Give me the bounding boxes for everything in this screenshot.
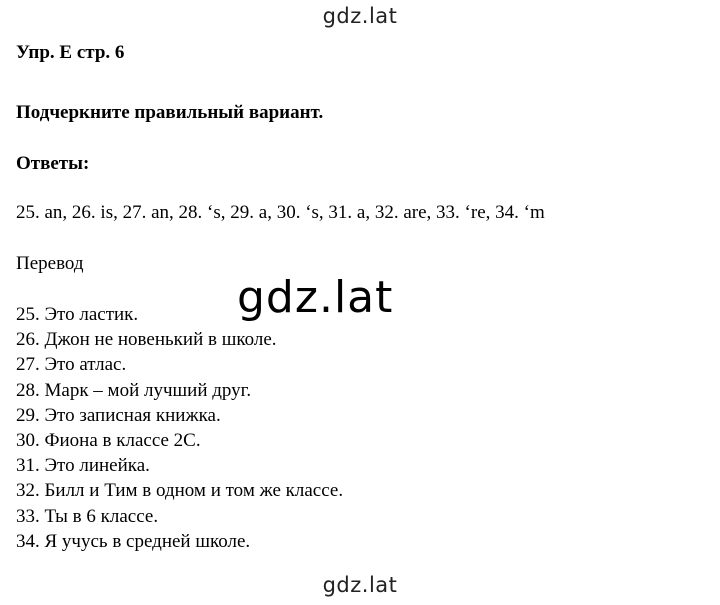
- exercise-title: Упр. E стр. 6: [16, 42, 125, 63]
- translation-item: 34. Я учусь в средней школе.: [16, 530, 251, 552]
- translation-item: 31. Это линейка.: [16, 455, 150, 477]
- watermark-bottom: gdz.lat: [322, 573, 398, 597]
- translation-item: 33. Ты в 6 классе.: [16, 505, 159, 527]
- translation-item: 26. Джон не новенький в школе.: [16, 329, 277, 351]
- answers-line: 25. an, 26. is, 27. an, 28. ‘s, 29. a, 30. ‘s, 31. a, 32. are, 33. ‘re, 34. ‘m: [16, 202, 545, 223]
- translation-item: 30. Фиона в классе 2С.: [16, 429, 201, 451]
- answers-heading: Ответы:: [16, 153, 90, 174]
- translation-item: 25. Это ластик.: [16, 304, 139, 325]
- watermark-middle: gdz.lat: [237, 272, 394, 323]
- translation-item: 32. Билл и Тим в одном и том же классе.: [16, 480, 344, 502]
- translation-heading: Перевод: [16, 253, 84, 274]
- translation-item: 27. Это атлас.: [16, 354, 127, 376]
- watermark-top: gdz.lat: [322, 4, 398, 28]
- translation-item: 28. Марк – мой лучший друг.: [16, 379, 252, 401]
- exercise-instruction: Подчеркните правильный вариант.: [16, 102, 324, 123]
- translation-list: [16, 302, 343, 554]
- translation-item: 29. Это записная книжка.: [16, 404, 221, 426]
